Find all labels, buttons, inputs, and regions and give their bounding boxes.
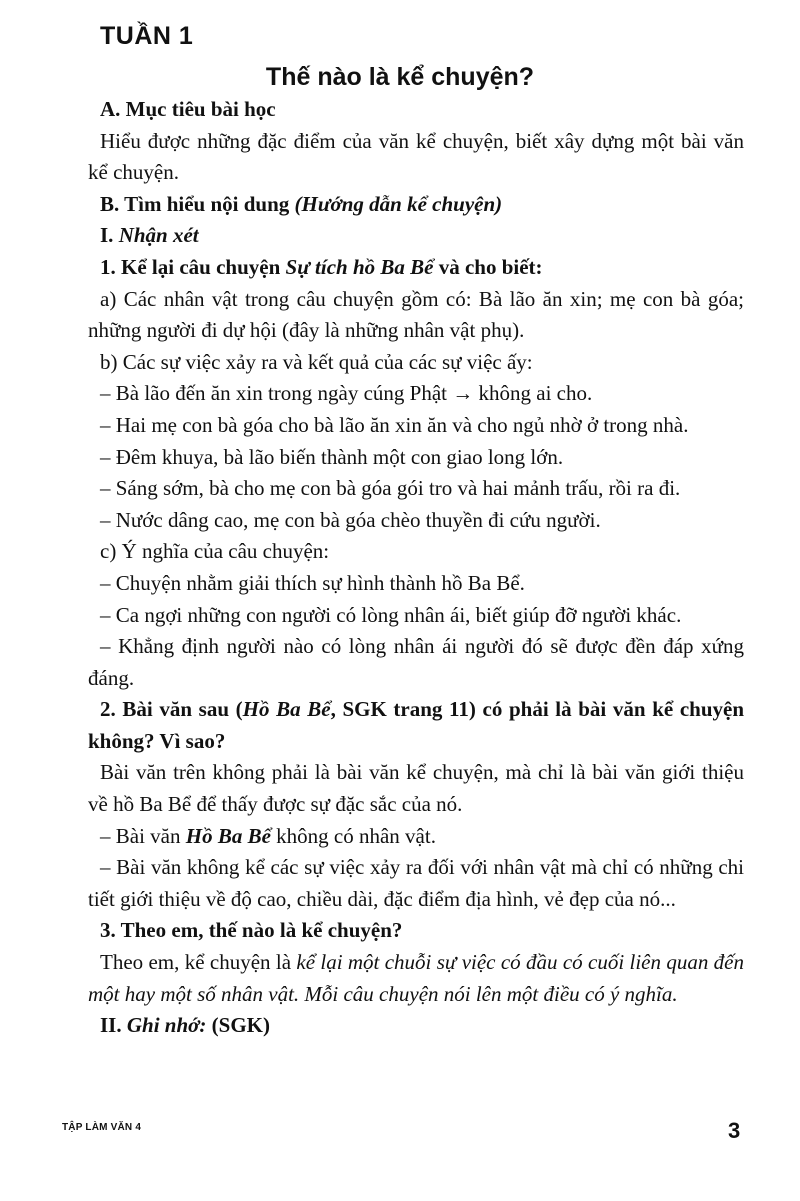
part-2-number: II.	[100, 1013, 127, 1038]
answer-2: Bài văn trên không phải là bài văn kể chuyện, mà chỉ là bài văn giới thiệu về hồ Ba Bể để thấy được sự đặc sắc của nó.	[88, 760, 744, 817]
question-2-tail: , SGK trang 11) có phải là bài văn kể chuyện không? Vì sao?	[88, 697, 745, 753]
section-b-heading	[88, 189, 744, 221]
week-heading: TUẦN 1	[100, 22, 194, 50]
answer-2-item: – Bài văn không kể các sự việc xảy ra đối với nhân vật mà chỉ có những chi tiết giới thiệu về độ cao, chiều dài, đặc điểm địa hình, vẻ đẹp của nó...	[88, 855, 744, 911]
event-item: – Sáng sớm, bà cho mẹ con bà góa gói tro và hai mảnh trấu, rồi ra đi.	[100, 476, 681, 501]
section-a-heading: A. Mục tiêu bài học	[100, 97, 276, 121]
part-1-heading	[88, 220, 744, 252]
question-1-story: Sự tích hồ Ba Bể	[285, 254, 434, 279]
answer-2-item	[88, 821, 744, 853]
question-1-lead: 1. Kể lại câu chuyện	[100, 254, 286, 279]
question-2-story: Hồ Ba Bể	[242, 697, 331, 722]
answer-1b: b) Các sự việc xảy ra và kết quả của các sự việc ấy:	[100, 349, 533, 374]
event-item: – Bà lão đến ăn xin trong ngày cúng Phật → không ai cho.	[100, 381, 593, 406]
section-a-text: Hiểu được những đặc điểm của văn kể chuyện, biết xây dựng một bài văn kể chuyện.	[88, 128, 744, 185]
meaning-item: – Chuyện nhằm giải thích sự hình thành hồ Ba Bể.	[100, 570, 525, 595]
answer-2-item-tail: không có nhân vật.	[270, 823, 436, 848]
answer-3	[88, 947, 744, 1010]
meaning-item: – Ca ngợi những con người có lòng nhân ái, biết giúp đỡ người khác.	[100, 602, 682, 627]
question-3-heading: 3. Theo em, thế nào là kể chuyện?	[100, 918, 403, 943]
section-b-heading-italic: (Hướng dẫn kể chuyện)	[294, 191, 503, 216]
question-2-lead: 2. Bài văn sau (	[100, 697, 243, 722]
part-2-heading	[88, 1010, 744, 1042]
event-item: – Đêm khuya, bà lão biến thành một con giao long lớn.	[100, 444, 564, 469]
question-2-heading	[88, 694, 744, 757]
question-1-heading	[88, 252, 744, 284]
lesson-title: Thế nào là kể chuyện?	[265, 63, 535, 91]
event-item: – Hai mẹ con bà góa cho bà lão ăn xin ăn và cho ngủ nhờ ở trong nhà.	[100, 412, 689, 437]
meaning-item: – Khẳng định người nào có lòng nhân ái người đó sẽ được đền đáp xứng đáng.	[88, 634, 744, 690]
answer-2-item-story: Hồ Ba Bể	[185, 823, 271, 848]
answer-3-definition: kể lại một chuỗi sự việc có đầu có cuối liên quan đến một hay một số nhân vật. Mỗi câu chuyện nói lên một điều có ý nghĩa.	[88, 950, 745, 1006]
answer-2-item-lead: – Bài văn	[100, 823, 186, 848]
part-2-title: Ghi nhớ:	[126, 1013, 207, 1038]
page-number: 3	[728, 1118, 741, 1143]
part-1-title: Nhận xét	[118, 223, 199, 248]
answer-1a: a) Các nhân vật trong câu chuyện gồm có: Bà lão ăn xin; mẹ con bà góa; những người đi dự hội (đây là những nhân vật phụ).	[88, 286, 744, 343]
question-1-tail: và cho biết:	[433, 254, 543, 279]
answer-1c: c) Ý nghĩa của câu chuyện:	[100, 539, 330, 564]
part-2-tail: (SGK)	[206, 1013, 271, 1038]
event-item: – Nước dâng cao, mẹ con bà góa chèo thuyền đi cứu người.	[100, 507, 601, 532]
answer-3-lead: Theo em, kể chuyện là	[100, 950, 297, 975]
part-1-number: I.	[100, 223, 119, 248]
section-b-heading-text: B. Tìm hiểu nội dung	[100, 191, 295, 216]
book-title-footer: TẬP LÀM VĂN 4	[62, 1122, 142, 1133]
lesson-body	[88, 94, 744, 1042]
